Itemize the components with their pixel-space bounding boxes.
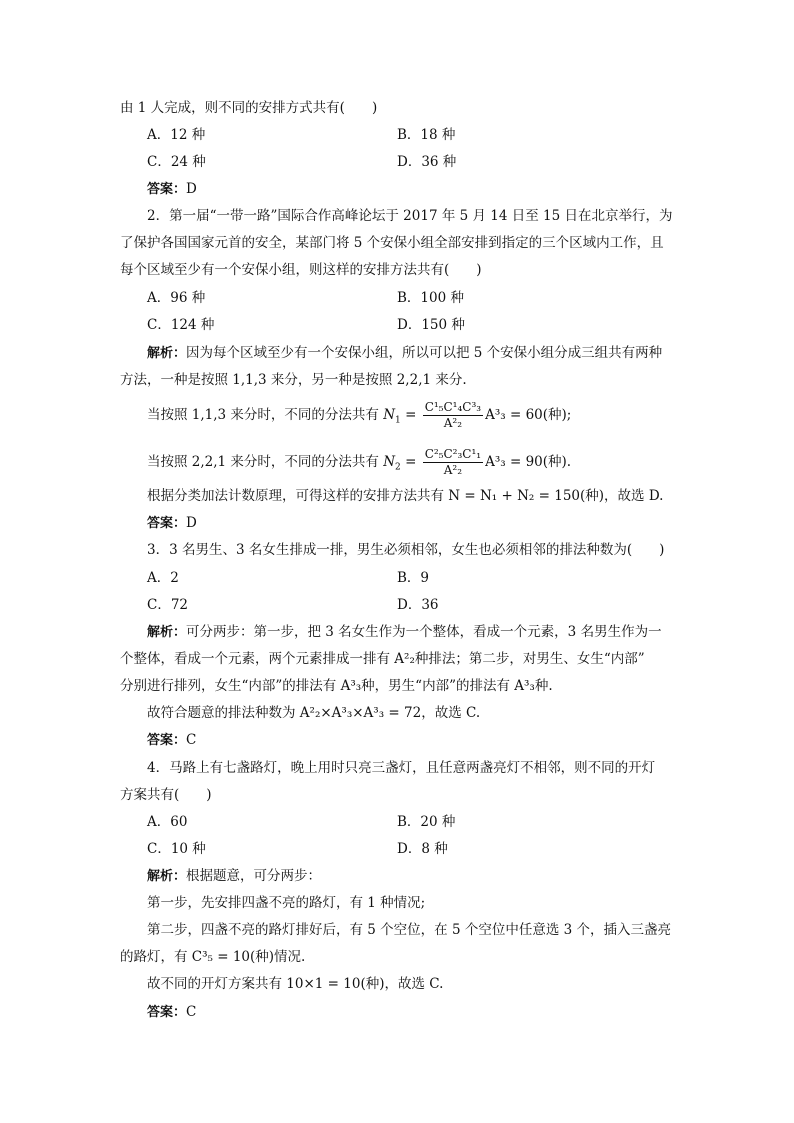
solution-label: 解析： (147, 869, 187, 884)
q2-solution-line4: 当按照 2,2,1 来分时，不同的分法共有 $N_2$ = $\frac{\text{C²₅C²₃C¹₁}}{\text{A²₂}}$ A³₃ = 90(种). (147, 447, 572, 477)
q2-solution-line3: 当按照 1,1,3 来分时，不同的分法共有 $N_1$ = $\frac{\text{C¹₅C¹₄C³₃}}{\text{A²₂}}$ A³₃ = 60(种); (147, 400, 572, 430)
solution-text: 当按照 1,1,3 来分时，不同的分法共有 (147, 407, 379, 423)
subscript: 1 (395, 415, 401, 426)
answer-label: 答案： (147, 516, 187, 531)
solution-label: 解析： (147, 346, 187, 361)
q1-option-a: A．12 种 (147, 127, 206, 143)
q4-option-a: A．60 (147, 814, 188, 830)
q4-stem-line2: 方案共有( ) (120, 787, 212, 803)
q3-solution-line1 (147, 622, 662, 643)
q1-option-d: D．36 种 (397, 154, 457, 170)
answer-label: 答案： (147, 733, 187, 748)
q2-solution-line1 (147, 343, 662, 364)
q4-solution-line4: 的路灯，有 C³₅ = 10(种)情况. (120, 949, 306, 965)
q2-option-b: B．100 种 (397, 290, 464, 306)
q2-option-d: D．150 种 (397, 317, 465, 333)
fraction-numerator: C¹₅C¹₄C³₃ (424, 400, 482, 414)
q2-stem-line1: 2．第一届“一带一路”国际合作高峰论坛于 2017 年 5 月 14 日至 15 日在北京举行，为 (147, 208, 673, 224)
q3-solution-line2: 个整体，看成一个元素，两个元素排成一排有 A²₂种排法；第二步，对男生、女生“内部” (120, 651, 645, 667)
q3-stem: 3．3 名男生、3 名女生排成一排，男生必须相邻，女生也必须相邻的排法种数为( ) (147, 542, 665, 558)
fraction-numerator: C²₅C²₃C¹₁ (424, 447, 482, 461)
solution-text: 当按照 2,2,1 来分时，不同的分法共有 (147, 454, 379, 470)
var-n1: N (383, 407, 396, 423)
q3-option-b: B．9 (397, 570, 430, 586)
q1-option-b: B．18 种 (397, 127, 456, 143)
fraction-denominator: A²₂ (443, 416, 463, 430)
q4-solution-line1 (147, 866, 321, 887)
q4-solution-line2: 第一步，先安排四盏不亮的路灯，有 1 种情况; (147, 895, 426, 911)
q1-answer (147, 179, 197, 200)
q4-option-b: B．20 种 (397, 814, 456, 830)
solution-label: 解析： (147, 625, 187, 640)
q2-solution-line2: 方法，一种是按照 1,1,3 来分，另一种是按照 2,2,1 来分. (120, 372, 467, 388)
q4-solution-line5: 故不同的开灯方案共有 10×1 = 10(种)，故选 C. (147, 976, 444, 992)
solution-text: A³₃ = 60(种); (485, 407, 572, 423)
answer-label: 答案： (147, 182, 187, 197)
q4-option-d: D．8 种 (397, 841, 448, 857)
intro-line: 由 1 人完成，则不同的安排方式共有( ) (120, 100, 378, 116)
q2-answer (147, 513, 197, 534)
q3-option-c: C．72 (147, 597, 189, 613)
q2-solution-line5: 根据分类加法计数原理，可得这样的安排方法共有 N = N₁ + N₂ = 150(种)，故选 D. (147, 488, 664, 504)
q3-option-a: A．2 (147, 570, 179, 586)
solution-text: 可分两步：第一步，把 3 名女生作为一个整体，看成一个元素，3 名男生作为一 (186, 624, 662, 640)
subscript: 2 (395, 462, 401, 473)
solution-text: A³₃ = 90(种). (485, 454, 572, 470)
q4-solution-line3: 第二步，四盏不亮的路灯排好后，有 5 个空位，在 5 个空位中任意选 3 个，插入三盏亮 (147, 922, 672, 938)
q2-stem-line3: 每个区域至少有一个安保小组，则这样的安排方法共有( ) (120, 262, 482, 278)
fraction-113 (423, 400, 483, 431)
q2-option-a: A．96 种 (147, 290, 206, 306)
fraction-221 (423, 447, 483, 478)
answer-value: C (186, 732, 197, 748)
q2-stem-line2: 了保护各国国家元首的安全，某部门将 5 个安保小组全部安排到指定的三个区域内工作，且 (120, 235, 664, 251)
solution-text: 根据题意，可分两步： (186, 868, 322, 884)
answer-value: C (186, 1004, 197, 1020)
q4-option-c: C．10 种 (147, 841, 206, 857)
q3-solution-line4: 故符合题意的排法种数为 A²₂×A³₃×A³₃ = 72，故选 C. (147, 705, 481, 721)
answer-value: D (186, 181, 197, 197)
answer-value: D (186, 515, 197, 531)
fraction-denominator: A²₂ (443, 463, 463, 477)
answer-label: 答案： (147, 1005, 187, 1020)
q4-answer (147, 1002, 196, 1023)
q1-option-c: C．24 种 (147, 154, 206, 170)
q3-answer (147, 730, 196, 751)
var-n2: N (383, 454, 396, 470)
q3-solution-line3: 分别进行排列，女生“内部”的排法有 A³₃种，男生“内部”的排法有 A³₃种. (120, 678, 553, 694)
q4-stem-line1: 4．马路上有七盏路灯，晚上用时只亮三盏灯，且任意两盏亮灯不相邻，则不同的开灯 (147, 760, 656, 776)
solution-text: 因为每个区域至少有一个安保小组，所以可以把 5 个安保小组分成三组共有两种 (186, 345, 663, 361)
q2-option-c: C．124 种 (147, 317, 215, 333)
q3-option-d: D．36 (397, 597, 439, 613)
